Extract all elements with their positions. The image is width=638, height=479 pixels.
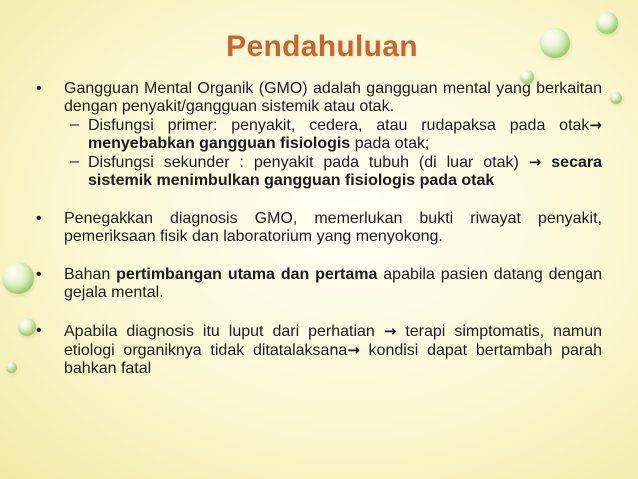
bullet-text-mid: terapi simptomatis, namun etiologi organiknya tidak ditatalaksana [64, 323, 603, 359]
sub-text-bold: menyebabkan gangguan fisiologis [88, 135, 351, 152]
bullet-text-bold: pertimbangan utama dan pertama [116, 266, 378, 283]
slide-content [36, 80, 602, 398]
bullet-text: Bahan [64, 266, 117, 283]
arrow-right-icon: → [589, 116, 602, 134]
bullet-gmo-definition [36, 80, 602, 116]
bullet-marker: • [36, 322, 42, 339]
water-drop-icon [6, 362, 17, 373]
dash-marker: – [70, 153, 79, 170]
sub-text: Disfungsi primer: penyakit, cedera, atau rudapaksa pada otak [88, 117, 590, 134]
bullet-consideration [36, 266, 602, 302]
sub-text: Disfungsi sekunder : penyakit pada tubuh (di luar otak) [88, 154, 529, 171]
bullet-marker: • [36, 80, 42, 97]
bullet-marker: • [36, 210, 42, 227]
water-drop-icon [2, 262, 34, 294]
sub-text-end: pada otak; [350, 135, 430, 152]
arrow-right-icon: → [383, 322, 397, 340]
arrow-right-icon: → [528, 153, 542, 171]
bullet-marker: • [36, 266, 42, 283]
arrow-right-icon: → [347, 341, 360, 359]
bullet-text: Apabila diagnosis itu luput dari perhatian [64, 323, 384, 340]
dash-marker: – [70, 116, 79, 133]
bullet-missed-diagnosis [36, 322, 602, 378]
sub-bullet-primary [36, 116, 602, 153]
water-drop-icon [18, 318, 36, 336]
slide-title: Pendahuluan [226, 30, 418, 63]
sub-text-bold: secara sistemik menimbulkan gangguan fisiologis pada otak [88, 154, 602, 189]
bullet-text: Gangguan Mental Organik (GMO) adalah gangguan mental yang berkaitan dengan penyakit/gangguan sistemik atau otak. [64, 80, 602, 115]
bullet-diagnosis [36, 210, 602, 246]
sub-bullet-secondary [36, 153, 602, 190]
bullet-text-end: kondisi dapat bertambah parah bahkan fatal [64, 342, 602, 377]
bullet-text-end: apabila pasien datang dengan gejala mental. [64, 266, 602, 301]
water-drop-icon [610, 92, 622, 104]
bullet-text: Penegakkan diagnosis GMO, memerlukan bukti riwayat penyakit, pemeriksaan fisik dan laboratorium yang menyokong. [64, 210, 602, 245]
